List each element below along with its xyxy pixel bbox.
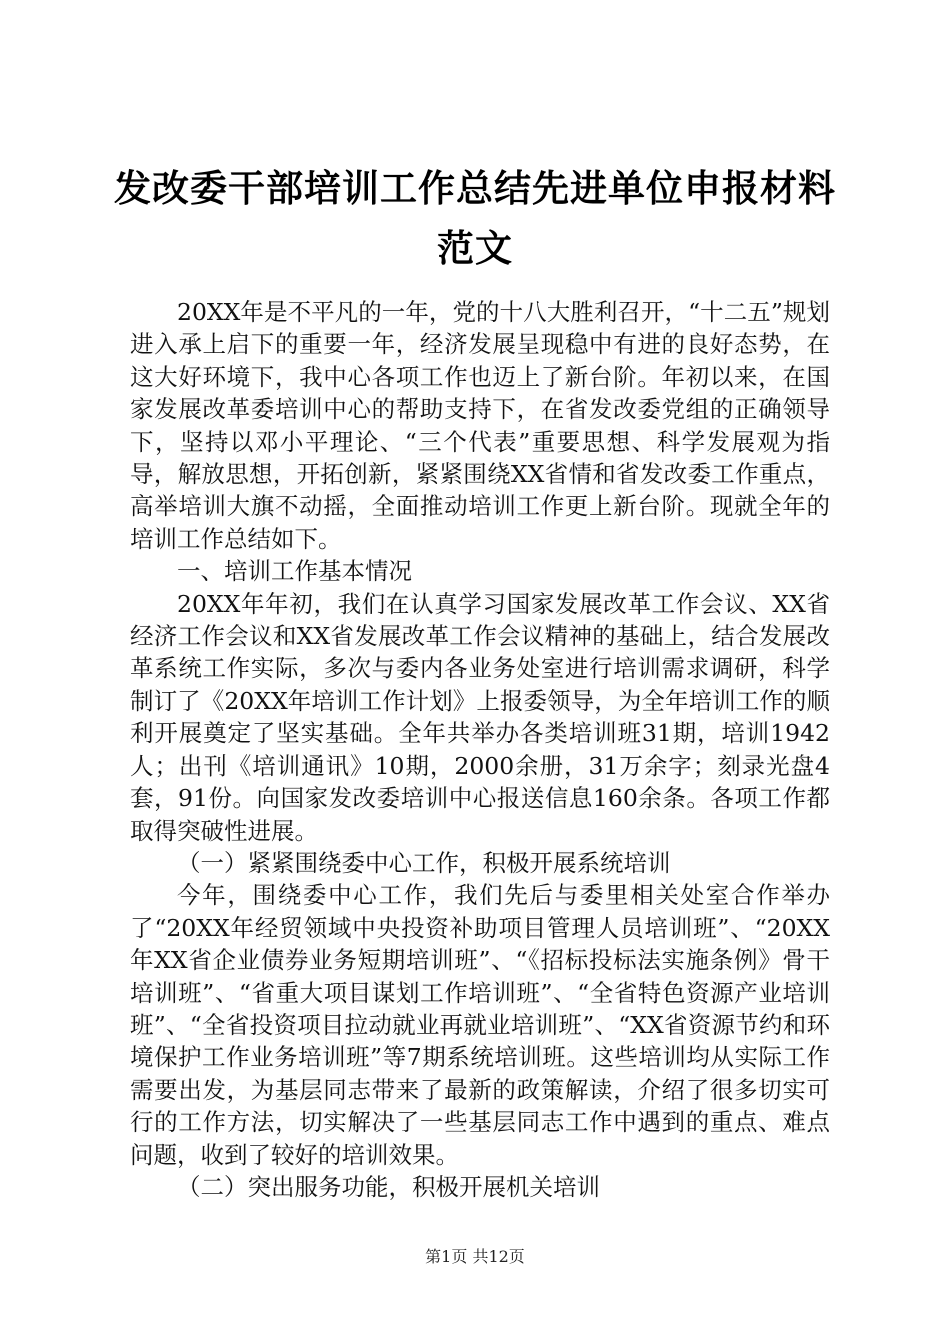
section-heading-1: 一、培训工作基本情况 (177, 557, 412, 586)
document-title: 发改委干部培训工作总结先进单位申报材料范文 (114, 166, 836, 270)
page-number-footer: 第1页 共12页 (425, 1247, 525, 1266)
subsection-heading-1: （一）紧紧围绕委中心工作，积极开展系统培训 (177, 848, 671, 877)
paragraph-basic-situation: 20XX年年初，我们在认真学习国家发展改革工作会议、XX省经济工作会议和XX省发展改革工作会议精神的基础上，结合发展改革系统工作实际，多次与委内各业务处室进行培训需求调研，科学制订了《20XX年培训工作计划》上报委领导，为全年培训工作的顺利开展奠定了坚实基础。全年共举办各类培训班31期，培训1942人；出刊《培训通讯》10期，2000余册，31万余字；刻录光盘4套，91份。向国家发改委培训中心报送信息160余条。各项工作都取得突破性进展。 (130, 589, 830, 845)
document-body (130, 296, 830, 1203)
paragraph-intro: 20XX年是不平凡的一年，党的十八大胜利召开，“十二五”规划进入承上启下的重要一年，经济发展呈现稳中有进的良好态势，在这大好环境下，我中心各项工作也迈上了新台阶。年初以来，在国家发展改革委培训中心的帮助支持下，在省发改委党组的正确领导下，坚持以邓小平理论、“三个代表”重要思想、科学发展观为指导，解放思想，开拓创新，紧紧围绕XX省情和省发改委工作重点，高举培训大旗不动摇，全面推动培训工作更上新台阶。现就全年的培训工作总结如下。 (130, 298, 830, 553)
paragraph-system-training: 今年，围绕委中心工作，我们先后与委里相关处室合作举办了“20XX年经贸领域中央投资补助项目管理人员培训班”、“20XX年XX省企业债券业务短期培训班”、“《招标投标法实施条例》骨干培训班”、“省重大项目谋划工作培训班”、“全省特色资源产业培训班”、“全省投资项目拉动就业再就业培训班”、“XX省资源节约和环境保护工作业务培训班”等7期系统培训班。这些培训均从实际工作需要出发，为基层同志带来了最新的政策解读，介绍了很多切实可行的工作方法，切实解决了一些基层同志工作中遇到的重点、难点问题，收到了较好的培训效果。 (130, 881, 830, 1169)
subsection-heading-2: （二）突出服务功能，积极开展机关培训 (177, 1172, 600, 1201)
